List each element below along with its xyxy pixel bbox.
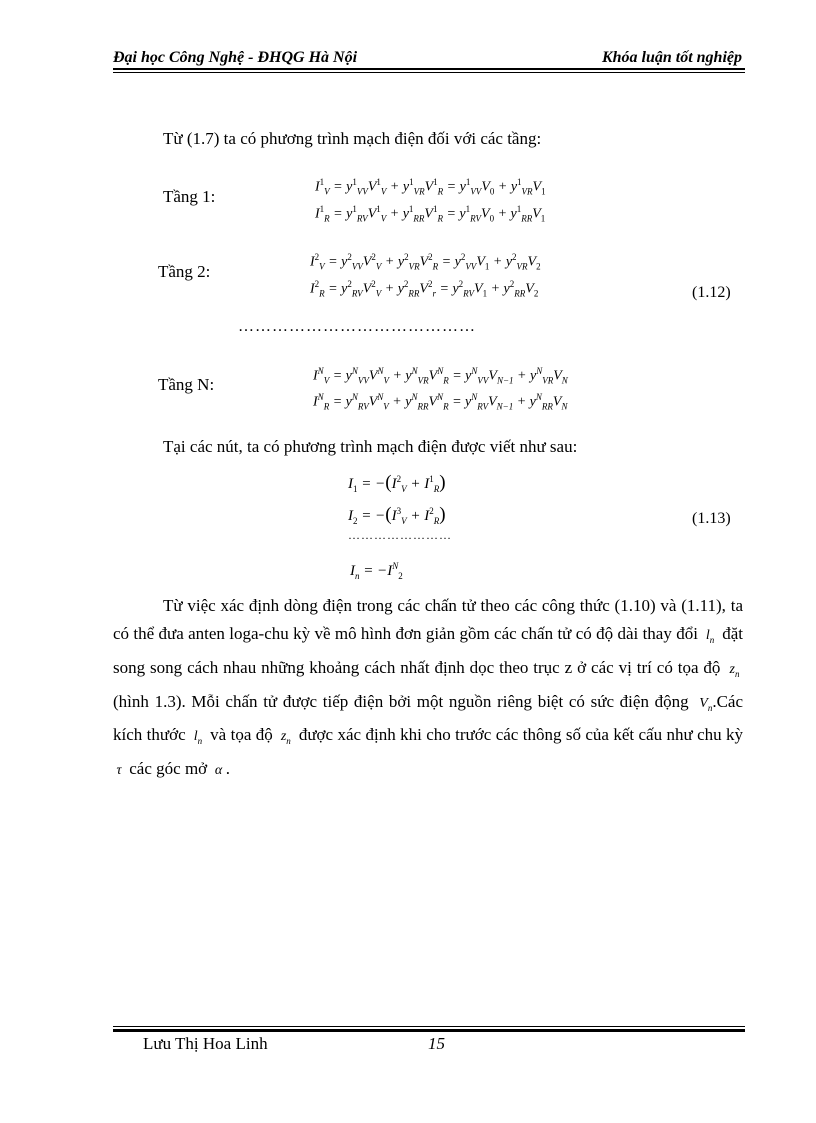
header-rule — [113, 68, 745, 70]
var-zn: $z_n$ — [725, 661, 740, 679]
para-s2: đặt song song cách nhau những khoảng cách nhất định dọc theo trục z ở các vị trí có tọa độ — [113, 624, 744, 677]
equation-na: $I^N_V = y^N_{VV}V^N_V + y^N_{VR}V^N_R = y^N_{VV}V_{N-1} + y^N_{VR}V_N$ — [313, 366, 568, 386]
para-s8: . — [225, 759, 231, 779]
level-label-n: Tầng N: — [158, 375, 215, 394]
header-right: Khóa luận tốt nghiệp — [601, 49, 742, 66]
var-vn: $V_n$ — [694, 695, 713, 713]
level-label-2: Tầng 2: — [158, 262, 211, 281]
header-left: Đại học Công Nghệ - ĐHQG Hà Nội — [113, 49, 358, 66]
body-paragraph — [113, 592, 743, 785]
page-number: 15 — [428, 1034, 445, 1053]
equation-node-1: $I_1 = -(I^2_V + I^1_R)$ — [348, 472, 446, 494]
equation-2a: $I^2_V = y^2_{VV}V^2_V + y^2_{VR}V^2_R = y^2_{VV}V_1 + y^2_{VR}V_2$ — [310, 252, 541, 272]
intro-text: Từ (1.7) ta có phương trình mạch điện đối với các tầng: — [163, 129, 542, 148]
para-s4: .Các kích thước — [113, 691, 743, 745]
equation-node-n: $I_n = -I^N_2$ — [350, 561, 403, 581]
equation-number-1-13: (1.13) — [692, 510, 731, 527]
var-tau: τ — [113, 763, 126, 779]
footer-rule — [113, 1029, 745, 1032]
para-s3: (hình 1.3). Mỗi chấn tử được tiếp điện bởi một nguồn riêng biệt có sức điện động — [113, 691, 689, 711]
para-s7: các góc mở — [129, 759, 208, 779]
equation-number-1-12: (1.12) — [692, 284, 731, 301]
level-label-1: Tầng 1: — [163, 187, 216, 206]
equation-node-2: $I_2 = -(I^3_V + I^2_R)$ — [348, 504, 446, 526]
equation-1b: $I^1_R = y^1_{RV}V^1_V + y^1_{RR}V^1_R = y^1_{RV}V_0 + y^1_{RR}V_1$ — [315, 204, 546, 224]
ellipsis-levels: …………………………………… — [238, 318, 476, 335]
ellipsis-nodes: …………………… — [348, 528, 452, 542]
para-s1: Từ việc xác định dòng điện trong các chấn tử theo các công thức (1.10) và (1.11), ta có thể đưa anten loga-chu kỳ về mô hình đơn giản gồm các chấn tử có độ dài thay đổi — [113, 596, 743, 643]
para-s5: và tọa độ — [210, 725, 273, 745]
equation-nb: $I^N_R = y^N_{RV}V^N_V + y^N_{RR}V^N_R = y^N_{RV}V_{N-1} + y^N_{RR}V_N$ — [313, 392, 568, 412]
equation-1a: $I^1_V = y^1_{VV}V^1_V + y^1_{VR}V^1_R = y^1_{VV}V_0 + y^1_{VR}V_1$ — [315, 177, 546, 197]
var-ln: $l_n$ — [702, 628, 715, 645]
var-zn-2: $z_n$ — [277, 729, 291, 747]
var-alpha: α — [211, 763, 226, 779]
equation-2b: $I^2_R = y^2_{RV}V^2_V + y^2_{RR}V^2_r = y^2_{RV}V_1 + y^2_{RR}V_2$ — [310, 279, 539, 299]
para-s6: được xác định khi cho trước các thông số của kết cấu như chu kỳ — [298, 725, 744, 745]
footer-author: Lưu Thị Hoa Linh — [143, 1034, 268, 1053]
footer-rule-thin — [113, 1026, 745, 1027]
header-rule-thin — [113, 72, 745, 73]
var-ln-2: $l_n$ — [190, 729, 203, 747]
nodes-intro-text: Tại các nút, ta có phương trình mạch điện được viết như sau: — [163, 437, 578, 456]
